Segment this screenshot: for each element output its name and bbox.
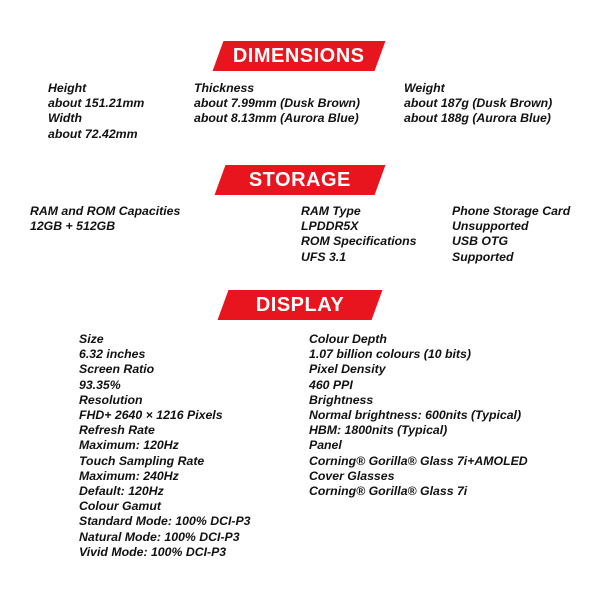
spec-line: Height [48,81,87,95]
spec-line: LPDDR5X [301,219,359,234]
spec-line: Touch Sampling Rate [79,453,205,468]
spec-line: about 8.13mm (Aurora Blue) [194,111,359,126]
display-banner [218,290,383,320]
spec-line: Corning® Gorilla® Glass 7i [309,484,468,499]
spec-line: Size [79,332,104,346]
spec-line: 460 PPI [309,377,353,392]
spec-line: Resolution [79,392,143,407]
display-title: DISPLAY [255,293,345,316]
spec-line: HBM: 1800nits (Typical) [309,423,448,438]
spec-line: 1.07 billion colours (10 bits) [309,347,471,362]
spec-line: RAM and ROM Capacities [30,204,181,218]
spec-line: ROM Specifications [301,234,417,249]
storage-col-1 [30,204,180,234]
display-col-1 [79,332,251,560]
spec-line: 6.32 inches [79,347,146,362]
spec-line: Maximum: 120Hz [79,438,179,453]
dimensions-col-2 [194,81,360,127]
spec-line: 12GB + 512GB [30,219,116,234]
spec-line: USB OTG [452,234,509,249]
spec-line: Cover Glasses [309,468,395,483]
spec-line: Screen Ratio [79,362,155,377]
storage-banner [215,165,386,195]
spec-line: about 7.99mm (Dusk Brown) [194,96,361,111]
spec-line: Colour Gamut [79,499,161,514]
display-col-2 [309,332,528,499]
dimensions-col-1 [48,81,144,142]
spec-line: Corning® Gorilla® Glass 7i+AMOLED [309,453,528,468]
spec-line: about 187g (Dusk Brown) [404,96,553,111]
spec-line: UFS 3.1 [301,249,347,264]
spec-line: Natural Mode: 100% DCI-P3 [79,529,240,544]
dimensions-title: DIMENSIONS [233,44,365,67]
spec-line: FHD+ 2640 × 1216 Pixels [79,408,223,423]
spec-line: about 188g (Aurora Blue) [404,111,551,126]
spec-line: Default: 120Hz [79,484,164,499]
spec-line: Vivid Mode: 100% DCI-P3 [79,544,227,559]
storage-col-2 [301,204,416,265]
spec-line: about 72.42mm [48,126,138,141]
spec-line: about 151.21mm [48,96,145,111]
spec-line: Standard Mode: 100% DCI-P3 [79,514,251,529]
spec-line: Thickness [194,81,255,95]
spec-line: Pixel Density [309,362,386,377]
storage-title: STORAGE [248,168,352,191]
spec-line: Unsupported [452,219,529,234]
spec-line: RAM Type [301,204,361,218]
spec-line: Phone Storage Card [452,204,571,218]
spec-line: Normal brightness: 600nits (Typical) [309,408,522,423]
spec-line: 93.35% [79,377,121,392]
dimensions-col-3 [404,81,552,127]
spec-line: Colour Depth [309,332,387,346]
spec-line: Width [48,111,83,126]
spec-line: Panel [309,438,342,453]
spec-line: Brightness [309,392,374,407]
spec-line: Weight [404,81,445,95]
spec-line: Refresh Rate [79,423,155,438]
storage-col-3 [452,204,570,265]
spec-line: Supported [452,249,514,264]
dimensions-banner [213,41,386,71]
spec-line: Maximum: 240Hz [79,468,179,483]
